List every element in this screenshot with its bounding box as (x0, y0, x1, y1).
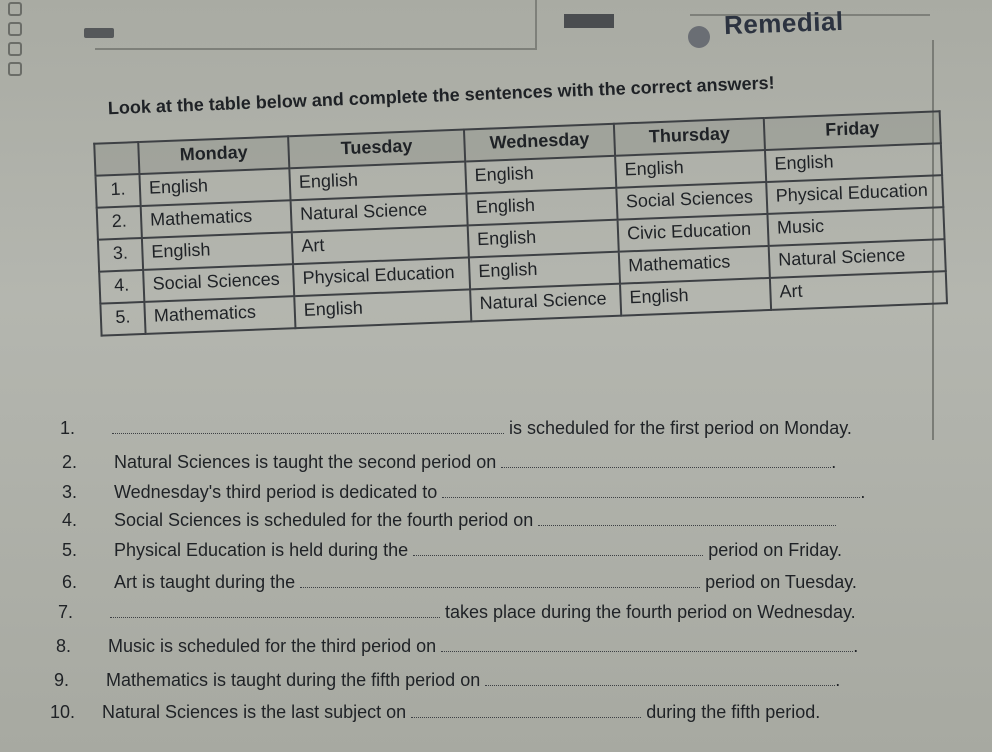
question-number: 1. (60, 418, 76, 438)
question-number: 7. (58, 602, 74, 622)
table-cell: English (615, 150, 766, 188)
question-item (62, 452, 836, 473)
question-item (62, 572, 857, 593)
answer-blank[interactable] (485, 671, 835, 686)
question-number: 9. (54, 670, 70, 690)
answer-blank[interactable] (411, 703, 641, 718)
answer-blank[interactable] (442, 483, 860, 498)
question-number: 8. (56, 636, 72, 656)
question-item (54, 670, 840, 691)
question-text-after: period on Tuesday. (705, 572, 857, 592)
table-cell: Mathematics (619, 246, 770, 284)
table-cell: English (289, 162, 466, 201)
question-text-after: . (860, 482, 866, 502)
table-cell: Social Sciences (143, 264, 294, 302)
table-cell: Music (767, 207, 944, 246)
question-number: 4. (62, 510, 78, 530)
question-number: 3. (62, 482, 78, 502)
table-cell: English (294, 289, 471, 328)
table-cell: Mathematics (144, 296, 295, 334)
question-item (50, 702, 820, 723)
table-cell-period: 5. (100, 302, 145, 336)
answer-blank[interactable] (441, 637, 853, 652)
table-cell-period: 2. (97, 206, 142, 240)
answer-blank[interactable] (538, 511, 836, 526)
question-number: 6. (62, 572, 78, 592)
instruction-text: Look at the table below and complete the sentences with the correct answers! (107, 72, 775, 119)
question-text-after: . (835, 670, 841, 690)
question-text-before: Wednesday's third period is dedicated to (114, 482, 438, 502)
question-item (56, 636, 858, 657)
table-cell: English (469, 252, 620, 290)
table-cell: English (465, 156, 616, 194)
question-text-before: Natural Sciences is the last subject on (102, 702, 407, 722)
question-text-after: . (853, 636, 859, 656)
question-text-before: Music is scheduled for the third period on (108, 636, 437, 656)
question-item (62, 482, 865, 503)
question-item (58, 602, 856, 623)
question-text-before: Physical Education is held during the (114, 540, 409, 560)
question-item (62, 540, 842, 561)
answer-blank[interactable] (300, 573, 700, 588)
question-text-after: during the fifth period. (646, 702, 821, 722)
table-cell: English (466, 188, 617, 226)
question-number: 10. (50, 702, 76, 722)
question-text-before: Art is taught during the (114, 572, 296, 592)
question-text-after: is scheduled for the first period on Monday. (509, 418, 852, 438)
table-cell: Physical Education (293, 257, 470, 296)
table-cell: Civic Education (618, 214, 769, 252)
answer-blank[interactable] (112, 419, 504, 434)
question-text-after: takes place during the fourth period on Wednesday. (445, 602, 856, 622)
table-cell-period: 1. (95, 174, 140, 208)
table-cell: Social Sciences (616, 182, 767, 220)
question-text-after: period on Friday. (708, 540, 842, 560)
table-header-cell: Tuesday (288, 130, 465, 169)
question-number: 5. (62, 540, 78, 560)
question-number: 2. (62, 452, 78, 472)
table-header-cell: Friday (764, 111, 941, 150)
table-cell-period: 3. (98, 238, 143, 272)
table-cell: Natural Science (769, 239, 946, 278)
answer-blank[interactable] (413, 541, 703, 556)
table-cell: Physical Education (766, 175, 943, 214)
table-header-cell: Thursday (614, 118, 765, 156)
question-text-before: Natural Sciences is taught the second period on (114, 452, 497, 472)
table-cell-period: 4. (99, 270, 144, 304)
question-text-after: . (831, 452, 837, 472)
answer-blank[interactable] (501, 453, 831, 468)
table-cell: English (765, 143, 942, 182)
table-cell: English (139, 168, 290, 206)
remedial-badge: Remedial (723, 5, 845, 41)
table-cell: Art (292, 225, 469, 264)
table-cell: Natural Science (291, 193, 468, 232)
table-cell: English (620, 278, 771, 316)
table-cell: Art (770, 271, 947, 310)
table-cell: Mathematics (141, 200, 292, 238)
table-header-cell: Wednesday (464, 124, 615, 162)
question-item (60, 418, 852, 439)
answer-blank[interactable] (110, 603, 440, 618)
table-cell: Natural Science (470, 284, 621, 322)
table-cell: English (142, 232, 293, 270)
table-cell: English (468, 220, 619, 258)
question-text-before: Social Sciences is scheduled for the fourth period on (114, 510, 534, 530)
table-header-cell: Monday (138, 136, 289, 174)
question-text-before: Mathematics is taught during the fifth period on (106, 670, 481, 690)
question-item (62, 510, 836, 531)
